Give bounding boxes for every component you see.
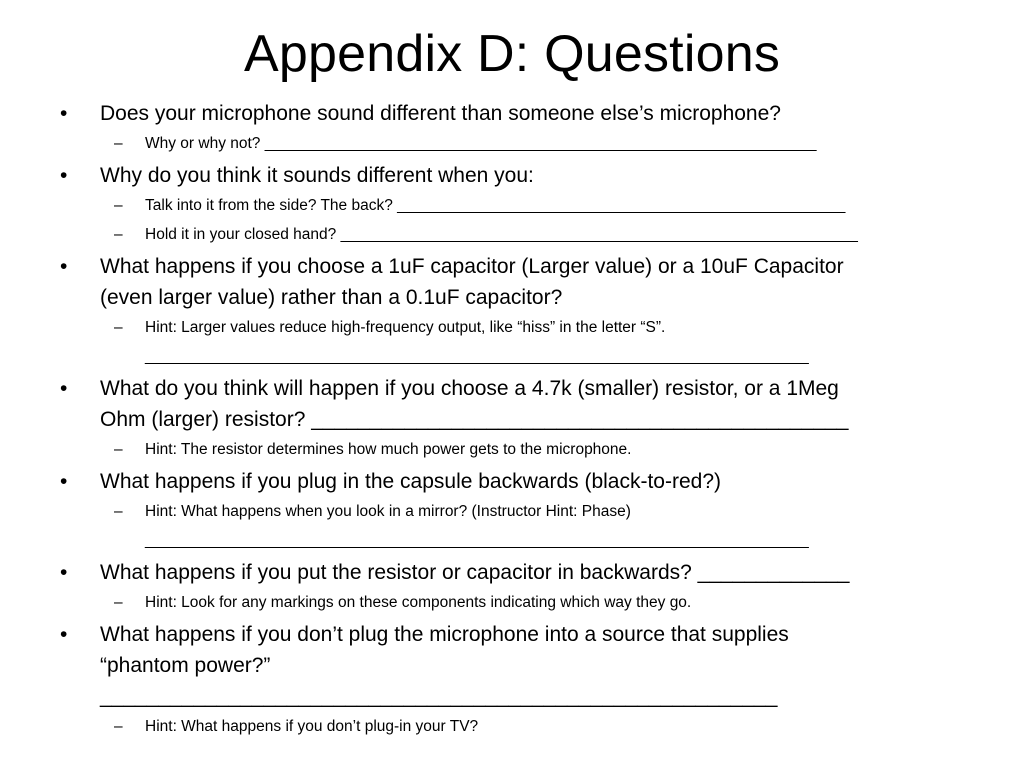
bullet-marker: •: [60, 255, 68, 278]
sub-bullet-text: Hint: The resistor determines how much power gets to the microphone.: [145, 441, 632, 458]
bullet-item: [0, 373, 1024, 435]
sub-bullet-text: Why or why not? ________________________________________________________________: [145, 135, 817, 152]
sub-bullet-marker: –: [114, 718, 123, 735]
sub-bullet-marker: –: [114, 319, 123, 336]
sub-bullet-item: [0, 588, 1024, 617]
bullet-marker: •: [60, 377, 68, 400]
bullet-text-line-1: What do you think will happen if you choose a 4.7k (smaller) resistor, or a 1Meg: [100, 377, 839, 400]
bullet-text: Why do you think it sounds different when you:: [100, 164, 534, 187]
sub-bullet-item: [0, 712, 1024, 741]
bullet-item: [0, 251, 1024, 313]
sub-bullet-item: [0, 435, 1024, 464]
sub-bullet-text-line-1: Hint: Larger values reduce high-frequency output, like “hiss” in the letter “S”.: [145, 319, 666, 336]
bullet-item: [0, 466, 1024, 497]
bullet-item: [0, 160, 1024, 191]
sub-bullet-item: [0, 497, 1024, 555]
bullet-marker: •: [60, 623, 68, 646]
slide-title: Appendix D: Questions: [243, 25, 781, 83]
sub-bullet-item: [0, 191, 1024, 220]
sub-bullet-item: [0, 220, 1024, 249]
sub-bullet-text-line-1: Hint: What happens when you look in a mirror? (Instructor Hint: Phase): [145, 503, 631, 520]
sub-bullet-item: [0, 129, 1024, 158]
sub-bullet-marker: –: [114, 226, 123, 243]
bullet-item: [0, 619, 1024, 712]
sub-bullet-text: Hold it in your closed hand? ____________________________________________________________: [145, 226, 858, 243]
sub-bullet-marker: –: [114, 197, 123, 214]
answer-blank: __________________________________________________________: [100, 685, 778, 708]
sub-bullet-text: Hint: What happens if you don’t plug-in your TV?: [145, 718, 479, 735]
sub-bullet-marker: –: [114, 594, 123, 611]
sub-bullet-marker: –: [114, 503, 123, 520]
bullet-text-line-2: “phantom power?”: [100, 654, 271, 677]
sub-bullet-text: Talk into it from the side? The back? ____________________________________________________: [145, 197, 846, 214]
bullet-text-line-2: Ohm (larger) resistor? ______________________________________________: [100, 408, 849, 431]
bullet-marker: •: [60, 102, 68, 125]
bullet-text-line-2: (even larger value) rather than a 0.1uF capacitor?: [100, 286, 563, 309]
answer-blank: _____________________________________________________________________________: [145, 532, 809, 549]
bullet-text: Does your microphone sound different than someone else’s microphone?: [100, 102, 781, 125]
sub-bullet-marker: –: [114, 441, 123, 458]
answer-blank: _____________________________________________________________________________: [145, 348, 809, 365]
slide-content: [0, 96, 1024, 741]
bullet-item: [0, 557, 1024, 588]
bullet-marker: •: [60, 561, 68, 584]
bullet-text-line-1: What happens if you choose a 1uF capacitor (Larger value) or a 10uF Capacitor: [100, 255, 844, 278]
bullet-marker: •: [60, 164, 68, 187]
bullet-text-line-1: What happens if you don’t plug the microphone into a source that supplies: [100, 623, 789, 646]
bullet-marker: •: [60, 470, 68, 493]
sub-bullet-marker: –: [114, 135, 123, 152]
bullet-text: What happens if you plug in the capsule backwards (black-to-red?): [100, 470, 721, 493]
sub-bullet-text: Hint: Look for any markings on these components indicating which way they go.: [145, 594, 692, 611]
sub-bullet-item: [0, 313, 1024, 371]
bullet-text: What happens if you put the resistor or capacitor in backwards? _____________: [100, 561, 850, 584]
bullet-item: [0, 98, 1024, 129]
